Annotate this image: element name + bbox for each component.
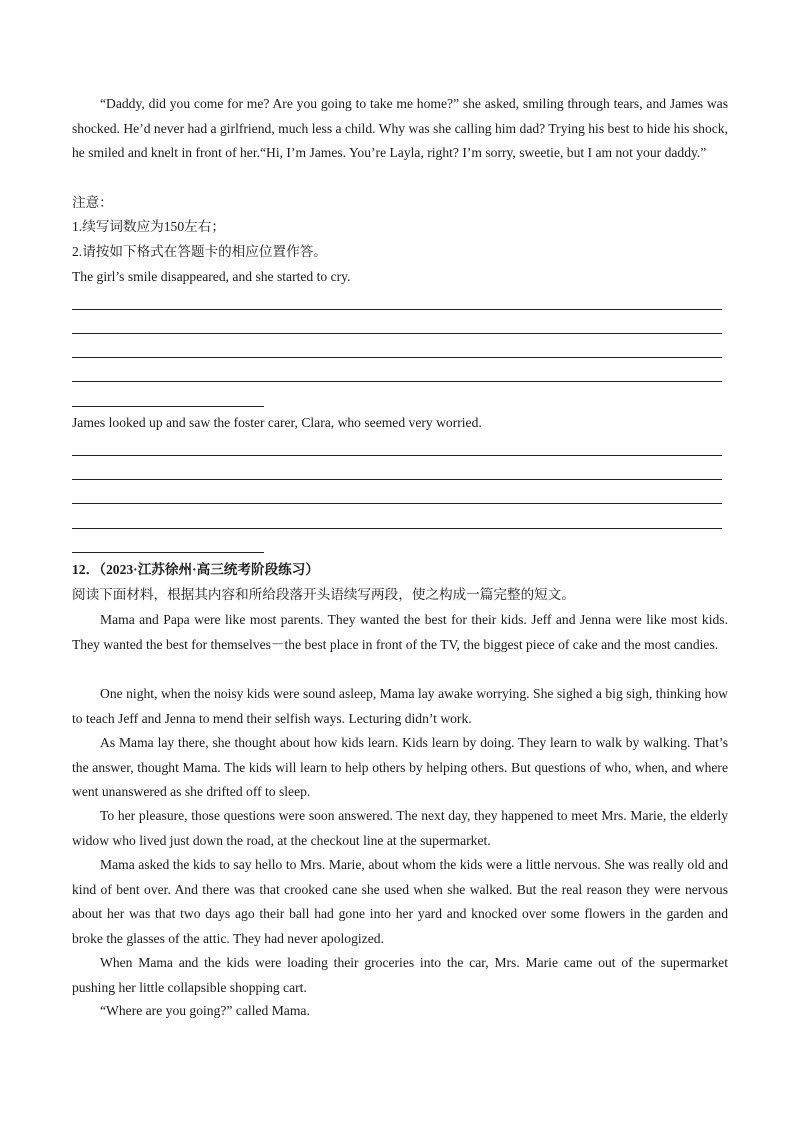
passage-end-paragraph: “Daddy, did you come for me? Are you going to take me home?” she asked, smiling through tears, and James was shocked. He’d never had a girlfriend, much less a child. Why was she calling him dad? Trying his best to hide his shock, he smiled and knelt in front of her.“Hi, I’m James. You’re Layla, right? I’m sorry, sweetie, but I am not your daddy.” <box>72 96 728 160</box>
answer-line <box>72 503 722 504</box>
story-paragraph-5: Mama asked the kids to say hello to Mrs. Marie, about whom the kids were a little nervous. She was really old and kind of bent over. And there was that crooked cane she used when she walked. But the real reason they were nervous about her was that two days ago their ball had gone into her yard and knocked over some flowers in the garden and broke the glasses of the attic. They had never apologized. <box>72 857 728 946</box>
question-12-header <box>72 558 728 583</box>
story-paragraph-2: One night, when the noisy kids were sound asleep, Mama lay awake worrying. She sighed a big sigh, thinking how to teach Jeff and Jenna to mend their selfish ways. Lecturing didn’t work. <box>72 686 728 726</box>
story-paragraph-6: When Mama and the kids were loading their groceries into the car, Mrs. Marie came out of the supermarket pushing her little collapsible shopping cart. <box>72 955 728 995</box>
paragraph-1-opening: The girl’s smile disappeared, and she started to cry. <box>72 269 351 284</box>
question-instruction: 阅读下面材料，根据其内容和所给段落开头语续写两段，使之构成一篇完整的短文。 <box>72 587 575 602</box>
answer-line <box>72 381 722 382</box>
answer-line <box>72 357 722 358</box>
paragraph-2-opening: James looked up and saw the foster carer, Clara, who seemed very worried. <box>72 415 482 430</box>
notes-item-1: 1.续写词数应为150左右； <box>72 219 225 234</box>
story-paragraph-1: Mama and Papa were like most parents. They wanted the best for their kids. Jeff and Jenna were like most kids. They wanted the best for themselves－the best place in front of the TV, the biggest piece of cake and the most candies. <box>72 612 728 652</box>
question-source: （2023·江苏徐州·高三统考阶段练习） <box>99 562 319 577</box>
answer-line-short <box>72 552 264 553</box>
answer-line <box>72 455 722 456</box>
answer-line <box>72 479 722 480</box>
story-paragraph-4: To her pleasure, those questions were soon answered. The next day, they happened to meet Mrs. Marie, the elderly widow who lived just down the road, at the checkout line at the supermarket. <box>72 808 728 848</box>
answer-line <box>72 333 722 334</box>
answer-line <box>72 309 722 310</box>
story-paragraph-3: As Mama lay there, she thought about how kids learn. Kids learn by doing. They learn to walk by walking. That’s the answer, thought Mama. The kids will learn to help others by helping others. But questions of who, when, and where went unanswered as she drifted off to sleep. <box>72 735 728 799</box>
story-paragraph-7: “Where are you going?” called Mama. <box>100 1003 310 1018</box>
question-number: 12． <box>72 562 100 577</box>
answer-line-short <box>72 406 264 407</box>
notes-heading: 注意： <box>72 195 113 210</box>
answer-line <box>72 528 722 529</box>
notes-item-2: 2.请按如下格式在答题卡的相应位置作答。 <box>72 244 327 259</box>
